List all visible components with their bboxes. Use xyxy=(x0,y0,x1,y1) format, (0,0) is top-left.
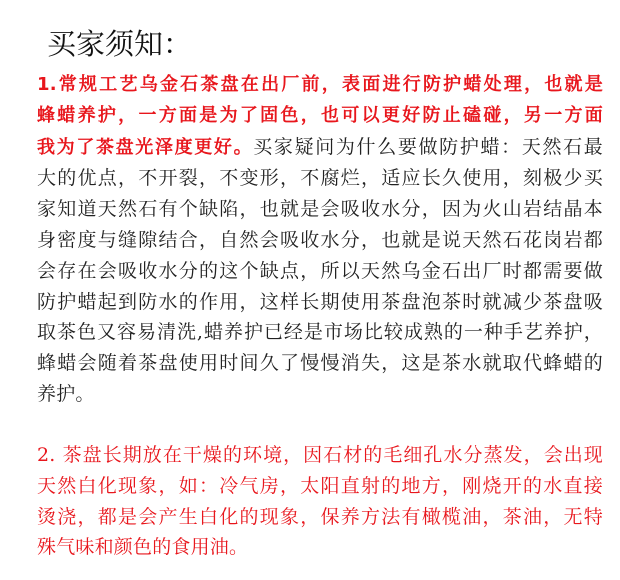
notice-1-highlight-end: 我为了茶盘光泽度更好。 xyxy=(37,136,254,158)
notice-1-line-6: 身密度与缝隙结合，自然会吸收水分，也就是说天然石花岗岩都 xyxy=(37,228,603,251)
notice-1-line-9: 取茶色又容易清洗,蜡养护已经是市场比较成熟的一种手艺养护， xyxy=(37,321,603,344)
notice-1-line-3 xyxy=(37,132,603,164)
notice-1-line-4: 大的优点，不开裂，不变形，不腐烂，适应长久使用，刻极少买 xyxy=(37,167,603,190)
notice-item-1 xyxy=(37,70,603,410)
notice-1-line-1: 1.常规工艺乌金石茶盘在出厂前，表面进行防护蜡处理，也就是 xyxy=(37,74,603,95)
notice-1-line-11: 养护。 xyxy=(37,382,95,405)
page-title: 买家须知： xyxy=(47,27,193,61)
notice-item-2 xyxy=(37,440,603,563)
notice-1-line-10: 蜂蜡会随着茶盘使用时间久了慢慢消失，这是茶水就取代蜂蜡的 xyxy=(37,352,603,375)
notice-1-line-2: 蜂蜡养护，一方面是为了固色，也可以更好防止磕碰，另一方面 xyxy=(37,104,603,126)
notice-2-line-2: 天然白化现象，如：冷气房，太阳直射的地方，刚烧开的水直接 xyxy=(37,474,603,497)
notice-2-line-3: 烫浇，都是会产生白化的现象，保养方法有橄榄油，茶油，无特 xyxy=(37,505,603,528)
notice-1-line-8: 防护蜡起到防水的作用，这样长期使用茶盘泡茶时就减少茶盘吸 xyxy=(37,290,603,313)
notice-1-line-5: 家知道天然石有个缺陷，也就是会吸收水分，因为火山岩结晶本 xyxy=(37,198,603,221)
notice-1-line-7: 会存在会吸收水分的这个缺点，所以天然乌金石出厂时都需要做 xyxy=(37,259,603,282)
notice-1-question: 买家疑问为什么要做防护蜡：天然石最 xyxy=(253,135,603,158)
notice-2-line-4: 殊气味和颜色的食用油。 xyxy=(37,536,249,559)
notice-2-line-1: 2. 茶盘长期放在干燥的环境，因石材的毛细孔水分蒸发，会出现 xyxy=(37,444,603,466)
